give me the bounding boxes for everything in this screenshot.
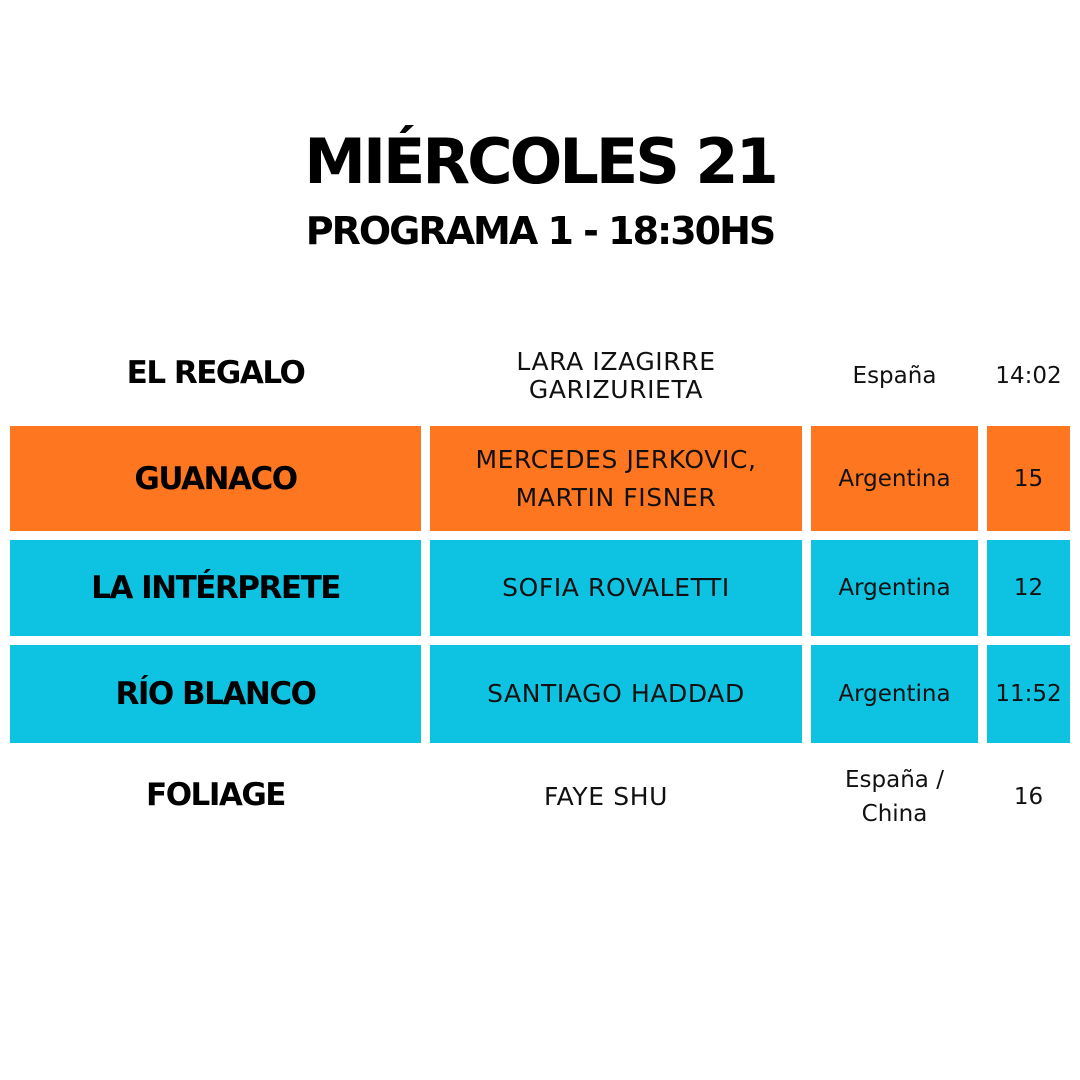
film-country: Argentina: [811, 426, 978, 531]
film-duration: 16: [1013, 784, 1044, 810]
film-title: EL REGALO: [126, 355, 305, 391]
film-director: FAYE SHU: [543, 782, 669, 811]
page-title: MIÉRCOLES 21: [304, 125, 776, 198]
film-country: España: [852, 363, 937, 389]
film-title: RÍO BLANCO: [10, 645, 421, 743]
film-director: SOFIA ROVALETTI: [430, 540, 802, 636]
film-director: MERCEDES JERKOVIC, MARTIN FISNER: [430, 426, 802, 531]
film-duration: 15: [987, 426, 1070, 531]
film-title: FOLIAGE: [146, 777, 285, 813]
film-title: LA INTÉRPRETE: [10, 540, 421, 636]
film-title: GUANACO: [10, 426, 421, 531]
film-country: Argentina: [811, 645, 978, 743]
film-director: SANTIAGO HADDAD: [430, 645, 802, 743]
film-country: Argentina: [811, 540, 978, 636]
program-subtitle: PROGRAMA 1 - 18:30HS: [305, 209, 775, 253]
film-duration: 14:02: [995, 363, 1062, 389]
film-duration: 12: [987, 540, 1070, 636]
film-director: LARA IZAGIRRE GARIZURIETA: [516, 347, 716, 404]
film-country: España / China: [845, 767, 944, 827]
film-duration: 11:52: [987, 645, 1070, 743]
